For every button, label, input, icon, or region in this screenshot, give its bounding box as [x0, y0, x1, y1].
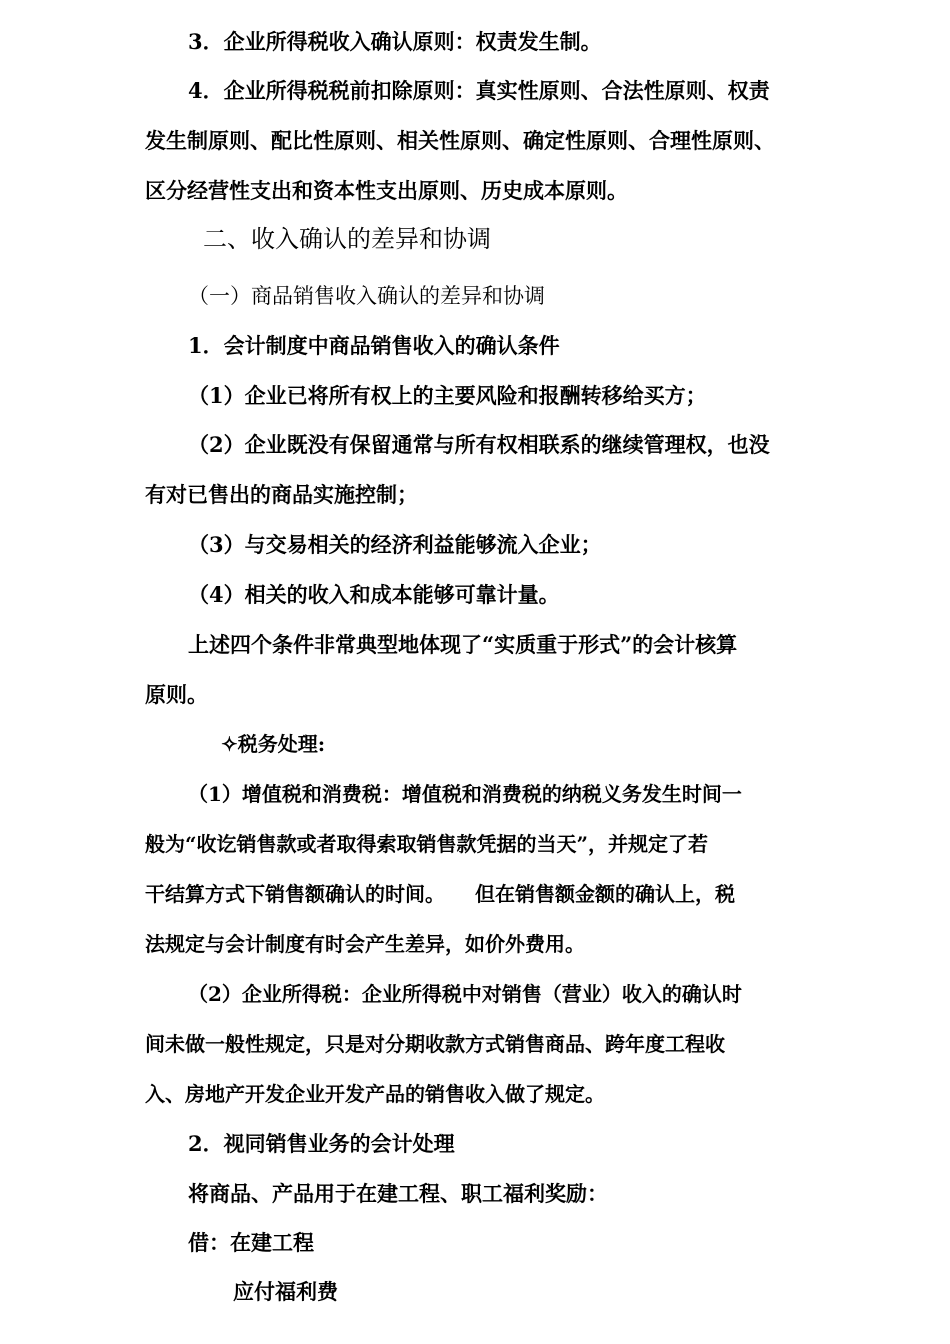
- text-line-21: 间未做一般性规定，只是对分期收款方式销售商品、跨年度工程收: [145, 1032, 725, 1056]
- text-line-23: 2．视同销售业务的会计处理: [188, 1131, 455, 1156]
- text-line-17: 般为“收讫销售款或者取得索取销售款凭据的当天”，并规定了若: [145, 832, 709, 856]
- text-line-12: （4）相关的收入和成本能够可靠计量。: [188, 582, 560, 607]
- text-line-3: 发生制原则、配比性原则、相关性原则、确定性原则、合理性原则、: [145, 128, 775, 153]
- subsection-heading: （一）商品销售收入确认的差异和协调: [188, 284, 545, 308]
- text-line-1: 3．企业所得税收入确认原则：权责发生制。: [188, 29, 602, 54]
- text-line-2: 4．企业所得税税前扣除原则：真实性原则、合法性原则、权责: [188, 78, 770, 103]
- section-heading: 二、收入确认的差异和协调: [203, 225, 491, 253]
- text-line-20: （2）企业所得税：企业所得税中对销售（营业）收入的确认时: [188, 982, 742, 1006]
- text-line-11: （3）与交易相关的经济利益能够流入企业；: [188, 532, 602, 557]
- text-line-4: 区分经营性支出和资本性支出原则、历史成本原则。: [145, 178, 628, 203]
- text-line-8: （1）企业已将所有权上的主要风险和报酬转移给买方；: [188, 383, 707, 408]
- journal-account-line: 应付福利费: [233, 1279, 338, 1304]
- text-line-7: 1．会计制度中商品销售收入的确认条件: [188, 333, 560, 358]
- text-line-24: 将商品、产品用于在建工程、职工福利奖励：: [188, 1181, 608, 1206]
- text-line-16: （1）增值税和消费税：增值税和消费税的纳税义务发生时间一: [188, 782, 742, 806]
- tax-handling-heading: ✧税务处理:: [221, 732, 326, 756]
- text-line-10: 有对已售出的商品实施控制；: [145, 482, 418, 507]
- text-line-9: （2）企业既没有保留通常与所有权相联系的继续管理权，也没: [188, 432, 770, 457]
- text-line-18: 干结算方式下销售额确认的时间。 但在销售额金额的确认上，税: [145, 882, 735, 906]
- journal-debit-line: 借：在建工程: [188, 1230, 314, 1255]
- text-line-13: 上述四个条件非常典型地体现了“实质重于形式”的会计核算: [188, 632, 738, 657]
- text-line-22: 入、房地产开发企业开发产品的销售收入做了规定。: [145, 1082, 605, 1106]
- text-line-14: 原则。: [145, 682, 208, 707]
- text-line-19: 法规定与会计制度有时会产生差异，如价外费用。: [145, 932, 585, 956]
